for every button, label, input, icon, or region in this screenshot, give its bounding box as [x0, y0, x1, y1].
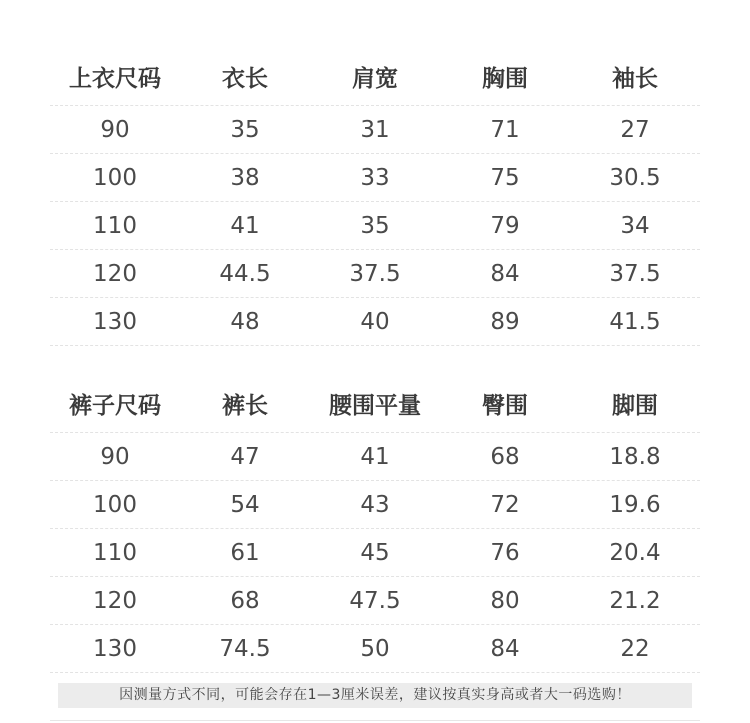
- table-cell: 61: [230, 539, 260, 566]
- table-row: [50, 529, 700, 577]
- table-row: [50, 106, 700, 154]
- table-row: [50, 250, 700, 298]
- table-cell: 40: [360, 308, 390, 335]
- header-pants-length: 裤长: [222, 393, 268, 419]
- table-cell: 71: [490, 116, 520, 143]
- table-cell: 41: [360, 443, 390, 470]
- table-row: [50, 202, 700, 250]
- table-cell: 72: [490, 491, 520, 518]
- table-cell: 50: [360, 635, 390, 662]
- table-cell: 89: [490, 308, 520, 335]
- header-sleeve-length: 袖长: [612, 66, 658, 92]
- table-cell: 41: [230, 212, 260, 239]
- header-hip: 臀围: [482, 393, 528, 419]
- table-cell: 43: [360, 491, 390, 518]
- table-cell: 45: [360, 539, 390, 566]
- table-cell: 120: [93, 260, 137, 287]
- table-cell: 31: [360, 116, 390, 143]
- pants-size-table: [50, 375, 700, 673]
- table-cell: 84: [490, 635, 520, 662]
- divider: [50, 720, 700, 721]
- table-cell: 30.5: [609, 164, 661, 191]
- header-waist-flat: 腰围平量: [329, 393, 421, 419]
- table-cell: 47: [230, 443, 260, 470]
- table-cell: 37.5: [609, 260, 661, 287]
- table-cell: 100: [93, 491, 137, 518]
- table-cell: 68: [490, 443, 520, 470]
- table-row: [50, 433, 700, 481]
- table-cell: 27: [620, 116, 650, 143]
- table-row: [50, 154, 700, 202]
- table-cell: 80: [490, 587, 520, 614]
- table-row: [50, 298, 700, 346]
- table-cell: 20.4: [609, 539, 661, 566]
- top-size-table: [50, 48, 700, 346]
- table-cell: 100: [93, 164, 137, 191]
- table-cell: 18.8: [609, 443, 661, 470]
- table-cell: 130: [93, 635, 137, 662]
- table-cell: 21.2: [609, 587, 661, 614]
- table-cell: 38: [230, 164, 260, 191]
- table-cell: 34: [620, 212, 650, 239]
- table-cell: 84: [490, 260, 520, 287]
- table-row: [50, 625, 700, 673]
- table-cell: 79: [490, 212, 520, 239]
- table-cell: 130: [93, 308, 137, 335]
- header-top-length: 衣长: [222, 66, 268, 92]
- table-cell: 110: [93, 539, 137, 566]
- table-cell: 19.6: [609, 491, 661, 518]
- header-pants-size: 裤子尺码: [69, 393, 161, 419]
- table-row: [50, 481, 700, 529]
- table-cell: 68: [230, 587, 260, 614]
- table-header-row: [50, 375, 700, 433]
- table-cell: 35: [360, 212, 390, 239]
- table-cell: 54: [230, 491, 260, 518]
- table-cell: 74.5: [219, 635, 271, 662]
- table-cell: 90: [100, 443, 130, 470]
- table-cell: 47.5: [349, 587, 401, 614]
- table-header-row: [50, 48, 700, 106]
- table-cell: 110: [93, 212, 137, 239]
- table-cell: 37.5: [349, 260, 401, 287]
- table-cell: 35: [230, 116, 260, 143]
- table-cell: 48: [230, 308, 260, 335]
- header-shoulder-width: 肩宽: [352, 66, 398, 92]
- table-cell: 90: [100, 116, 130, 143]
- header-top-size: 上衣尺码: [69, 66, 161, 92]
- table-cell: 41.5: [609, 308, 661, 335]
- measurement-note: 因测量方式不同，可能会存在1—3厘米误差，建议按真实身高或者大一码选购！: [58, 683, 692, 708]
- table-cell: 22: [620, 635, 650, 662]
- header-chest: 胸围: [482, 66, 528, 92]
- table-cell: 120: [93, 587, 137, 614]
- table-cell: 33: [360, 164, 390, 191]
- table-cell: 76: [490, 539, 520, 566]
- table-row: [50, 577, 700, 625]
- table-cell: 75: [490, 164, 520, 191]
- header-leg-opening: 脚围: [612, 393, 658, 419]
- table-cell: 44.5: [219, 260, 271, 287]
